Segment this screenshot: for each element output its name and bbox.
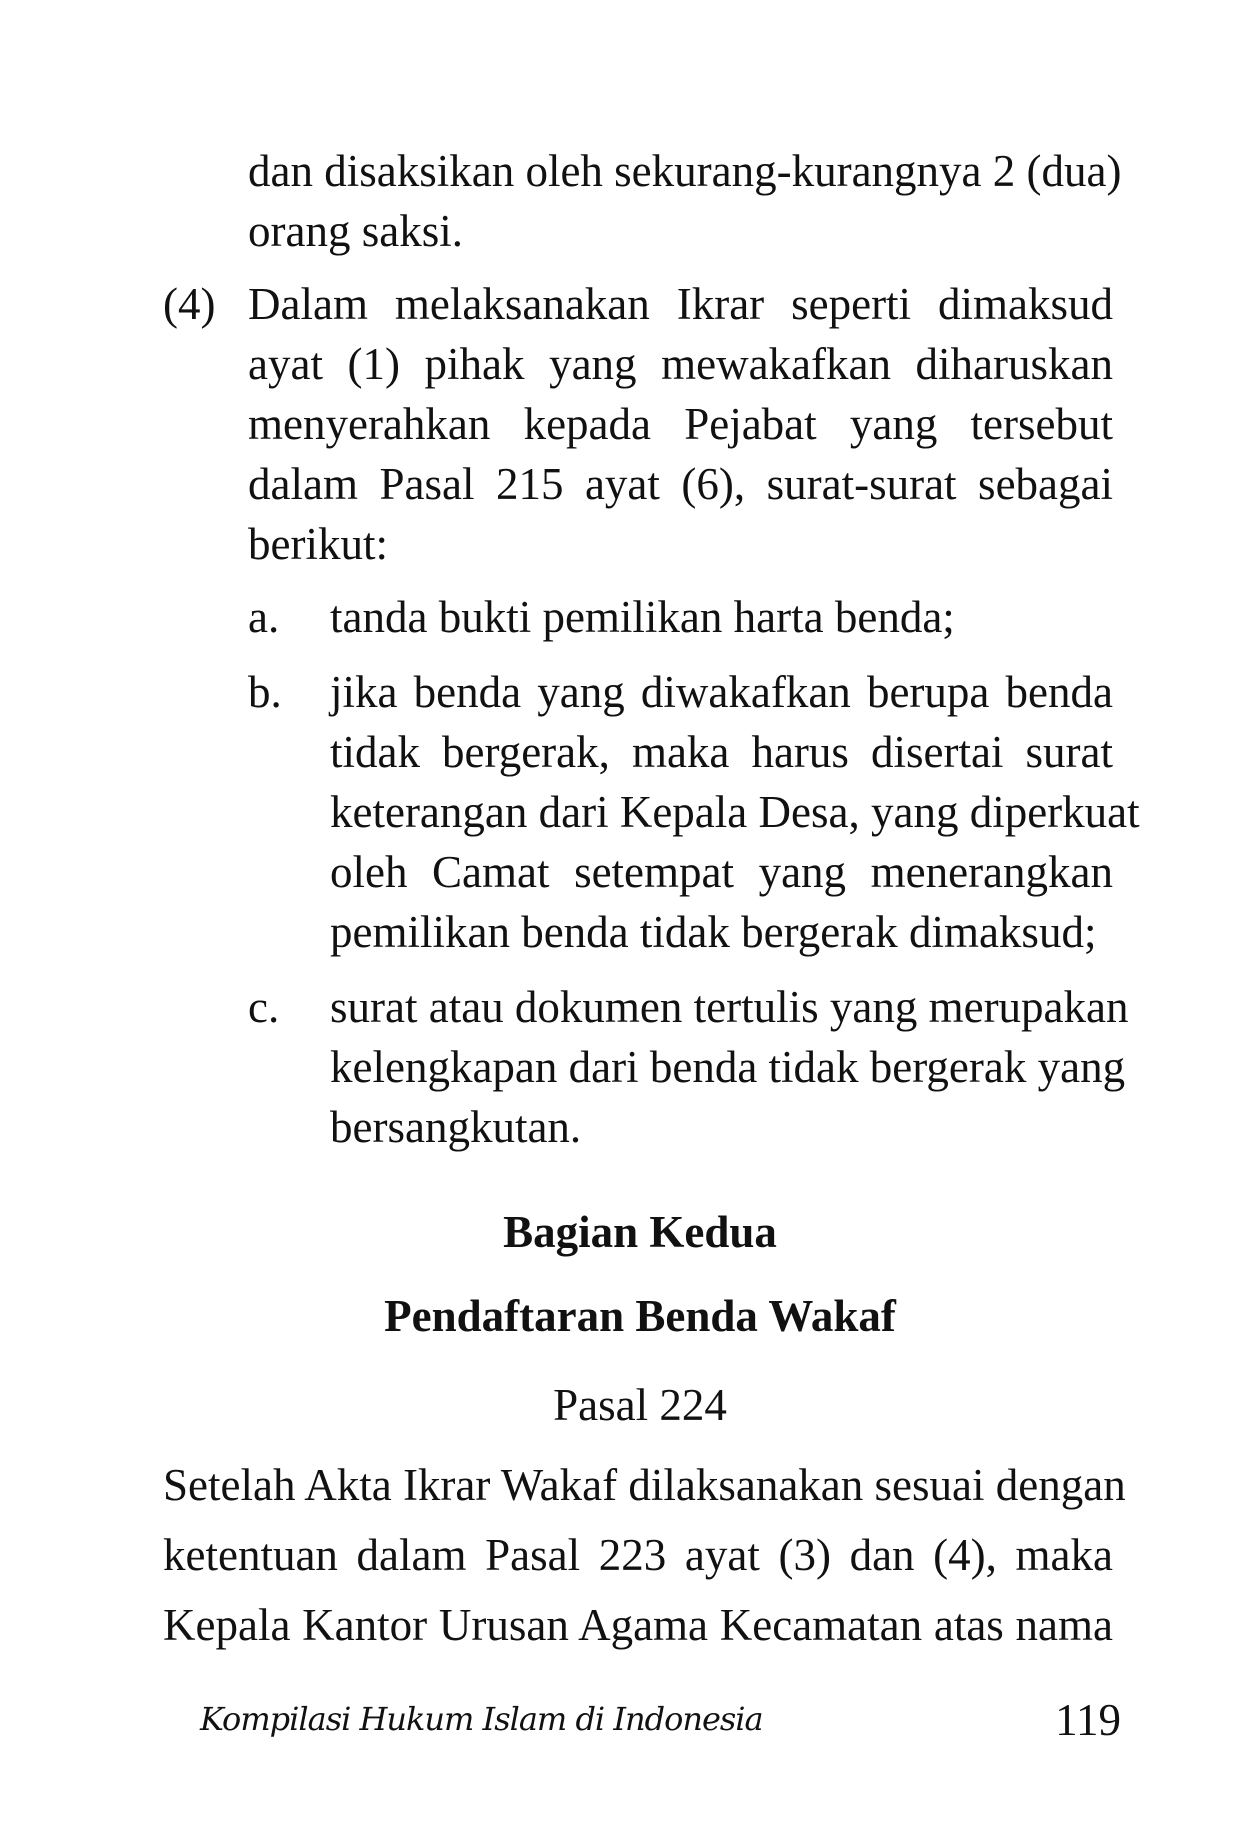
text-line: Kepala Kantor Urusan Agama Kecamatan atas nama bbox=[163, 1600, 1113, 1650]
text-line: Dalam melaksanakan Ikrar seperti dimaksud bbox=[248, 279, 1113, 329]
section-heading: Bagian Kedua bbox=[503, 1207, 777, 1257]
sub-item-label: a. bbox=[248, 592, 280, 642]
item-number: (4) bbox=[163, 279, 216, 329]
text-line: ayat (1) pihak yang mewakafkan diharuskan bbox=[248, 339, 1113, 389]
text-line: tidak bergerak, maka harus disertai surat bbox=[330, 727, 1113, 777]
text-line: pemilikan benda tidak bergerak dimaksud; bbox=[330, 907, 1097, 957]
text-line: ketentuan dalam Pasal 223 ayat (3) dan (4), maka bbox=[163, 1530, 1113, 1580]
text-line: dalam Pasal 215 ayat (6), surat-surat sebagai bbox=[248, 459, 1113, 509]
page-number: 119 bbox=[1055, 1695, 1121, 1745]
book-title: Kompilasi Hukum Islam di Indonesia bbox=[200, 1700, 763, 1738]
text-line: tanda bukti pemilikan harta benda; bbox=[330, 592, 955, 642]
text-line: jika benda yang diwakafkan berupa benda bbox=[330, 667, 1113, 717]
text-line: kelengkapan dari benda tidak bergerak yang bbox=[330, 1042, 1126, 1092]
text-line: surat atau dokumen tertulis yang merupakan bbox=[330, 982, 1129, 1032]
text-line: berikut: bbox=[248, 519, 388, 569]
section-subheading: Pendaftaran Benda Wakaf bbox=[384, 1291, 896, 1341]
sub-item-label: b. bbox=[248, 667, 282, 717]
article-title: Pasal 224 bbox=[553, 1380, 727, 1430]
text-line: orang saksi. bbox=[248, 206, 463, 256]
text-line: dan disaksikan oleh sekurang-kurangnya 2 (dua) bbox=[248, 146, 1122, 196]
text-line: Setelah Akta Ikrar Wakaf dilaksanakan sesuai dengan bbox=[163, 1460, 1126, 1510]
text-line: menyerahkan kepada Pejabat yang tersebut bbox=[248, 399, 1113, 449]
text-line: oleh Camat setempat yang menerangkan bbox=[330, 847, 1113, 897]
sub-item-label: c. bbox=[248, 982, 280, 1032]
text-line: bersangkutan. bbox=[330, 1102, 582, 1152]
text-line: keterangan dari Kepala Desa, yang diperkuat bbox=[330, 787, 1140, 837]
